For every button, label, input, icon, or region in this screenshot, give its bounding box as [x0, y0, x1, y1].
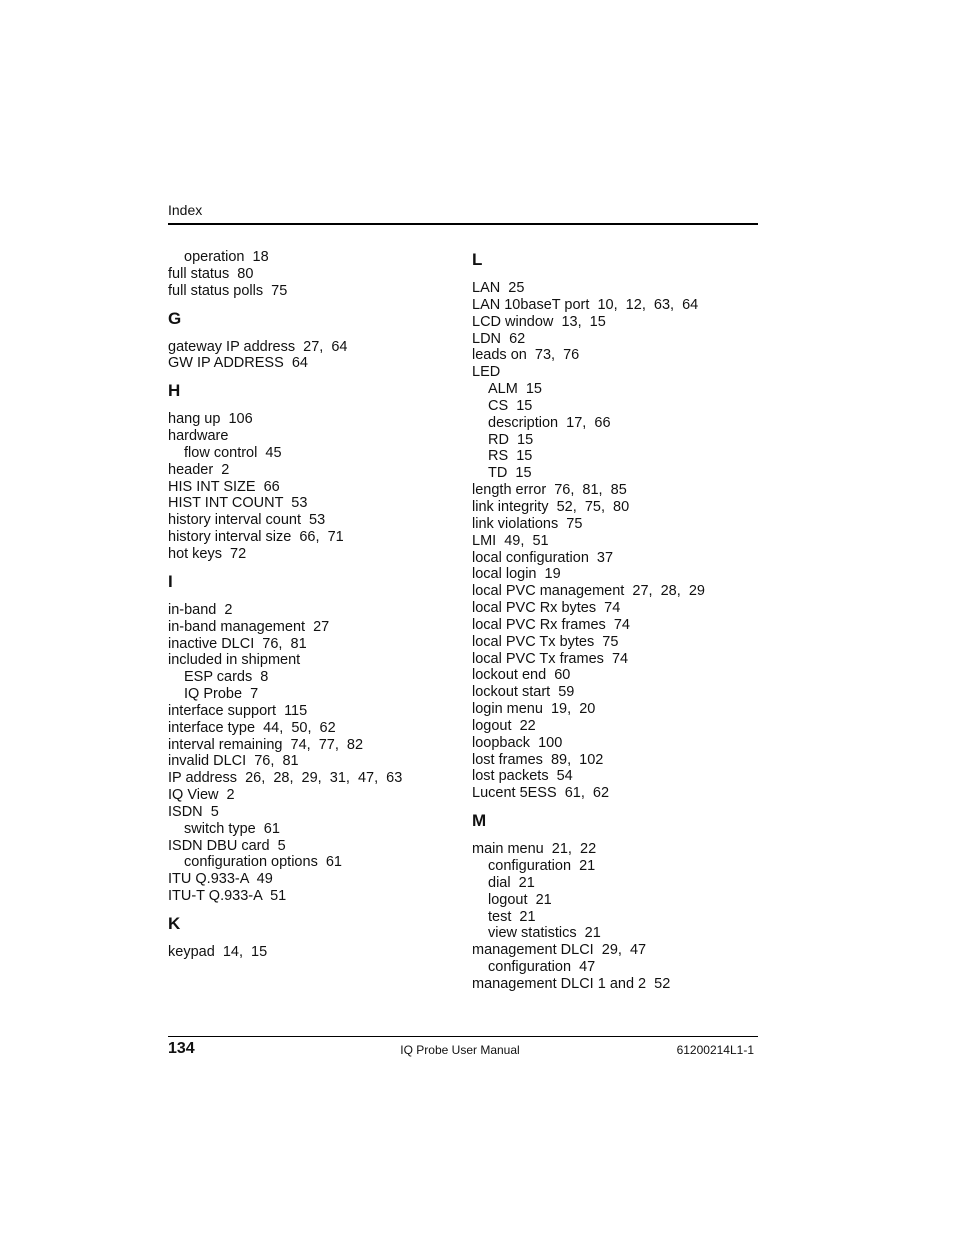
- index-entry: interface support 115: [168, 702, 308, 719]
- index-entry: management DLCI 1 and 2 52: [472, 975, 671, 992]
- footer-manual-title: IQ Probe User Manual: [400, 1043, 520, 1057]
- index-entry: inactive DLCI 76, 81: [168, 635, 307, 652]
- index-entry: hot keys 72: [168, 545, 247, 562]
- index-entry: hardware: [168, 428, 229, 445]
- index-subentry: TD 15: [488, 465, 532, 482]
- index-entry: local login 19: [472, 566, 561, 583]
- index-entry: lockout end 60: [472, 667, 571, 684]
- index-entry: history interval size 66, 71: [168, 529, 344, 546]
- index-entry: interface type 44, 50, 62: [168, 719, 336, 736]
- index-subentry: IQ Probe 7: [184, 686, 259, 703]
- index-entry: LED: [472, 364, 501, 381]
- index-column-left: [168, 249, 448, 961]
- index-entry: gateway IP address 27, 64: [168, 338, 348, 355]
- index-entry: lost frames 89, 102: [472, 751, 604, 768]
- index-entry: local PVC Tx frames 74: [472, 650, 629, 667]
- index-subentry: ALM 15: [488, 381, 542, 398]
- index-entry: loopback 100: [472, 734, 563, 751]
- index-entry: link violations 75: [472, 515, 583, 532]
- index-entry: in-band 2: [168, 601, 233, 618]
- index-entry: HIS INT SIZE 66: [168, 478, 280, 495]
- index-column-right: [472, 250, 752, 993]
- index-entry: GW IP ADDRESS 64: [168, 355, 308, 372]
- index-subentry: flow control 45: [184, 444, 282, 461]
- index-entry: logout 22: [472, 717, 536, 734]
- page-number: 134: [168, 1040, 195, 1057]
- index-entry: management DLCI 29, 47: [472, 942, 647, 959]
- index-entry: keypad 14, 15: [168, 944, 268, 960]
- index-subentry: view statistics 21: [488, 925, 601, 942]
- index-entry: LMI 49, 51: [472, 532, 549, 549]
- index-subentry: configuration 21: [488, 858, 596, 874]
- index-entry: login menu 19, 20: [472, 701, 596, 718]
- index-entry: lost packets 54: [472, 768, 573, 785]
- index-entry: local PVC Rx frames 74: [472, 616, 630, 633]
- header-rule: [168, 223, 758, 225]
- index-entry: length error 76, 81, 85: [472, 482, 627, 499]
- index-subentry: RD 15: [488, 431, 534, 448]
- index-section-letter: K: [168, 914, 181, 933]
- index-subentry: configuration 47: [488, 959, 596, 976]
- index-entry: main menu 21, 22: [472, 841, 597, 858]
- index-subentry: CS 15: [488, 397, 533, 414]
- index-entry: Lucent 5ESS 61, 62: [472, 785, 610, 802]
- index-section-letter: L: [472, 250, 483, 269]
- index-entry: ITU Q.933-A 49: [168, 871, 273, 888]
- index-entry: ITU-T Q.933-A 51: [168, 888, 287, 905]
- index-entry: IP address 26, 28, 29, 31, 47, 63: [168, 770, 403, 787]
- index-entry: interval remaining 74, 77, 82: [168, 736, 364, 753]
- index-subentry: description 17, 66: [488, 414, 611, 431]
- index-subentry: RS 15: [488, 448, 533, 465]
- index-section-letter: G: [168, 308, 182, 328]
- index-entry: invalid DLCI 76, 81: [168, 753, 299, 770]
- index-entry: local PVC management 27, 28, 29: [472, 583, 705, 600]
- footer-rule: [168, 1036, 758, 1037]
- index-entry: link integrity 52, 75, 80: [472, 498, 630, 515]
- index-subentry: test 21: [488, 908, 536, 925]
- index-entry: local PVC Rx bytes 74: [472, 600, 621, 617]
- index-entry: LDN 62: [472, 330, 526, 347]
- index-subentry: dial 21: [488, 874, 535, 891]
- index-entry: full status polls 75: [168, 282, 288, 299]
- index-subentry: ESP cards 8: [184, 669, 269, 686]
- index-entry: in-band management 27: [168, 618, 330, 635]
- index-subentry: logout 21: [488, 891, 552, 908]
- index-entry: HIST INT COUNT 53: [168, 495, 308, 512]
- index-entry: leads on 73, 76: [472, 347, 580, 364]
- index-entry: history interval count 53: [168, 512, 326, 529]
- index-entry: full status 80: [168, 265, 254, 282]
- index-entry: ISDN 5: [168, 803, 219, 820]
- index-subentry: switch type 61: [184, 820, 280, 837]
- index-entry: local PVC Tx bytes 75: [472, 633, 619, 650]
- index-entry: ISDN DBU card 5: [168, 837, 286, 854]
- index-section-letter: M: [472, 811, 487, 831]
- index-subentry: operation 18: [184, 249, 269, 265]
- index-entry: local configuration 37: [472, 549, 614, 566]
- index-entry: included in shipment: [168, 652, 301, 669]
- index-entry: LAN 25: [472, 280, 525, 296]
- index-section-letter: I: [168, 571, 173, 591]
- index-entry: hang up 106: [168, 411, 253, 428]
- index-subentry: configuration options 61: [184, 854, 342, 871]
- footer-document-code: 61200214L1-1: [676, 1043, 754, 1057]
- index-section-letter: H: [168, 381, 181, 401]
- index-entry: IQ View 2: [168, 787, 235, 804]
- index-entry: lockout start 59: [472, 684, 575, 701]
- running-head: Index: [168, 202, 203, 218]
- index-entry: LCD window 13, 15: [472, 313, 606, 330]
- index-entry: LAN 10baseT port 10, 12, 63, 64: [472, 296, 699, 313]
- index-entry: header 2: [168, 461, 230, 478]
